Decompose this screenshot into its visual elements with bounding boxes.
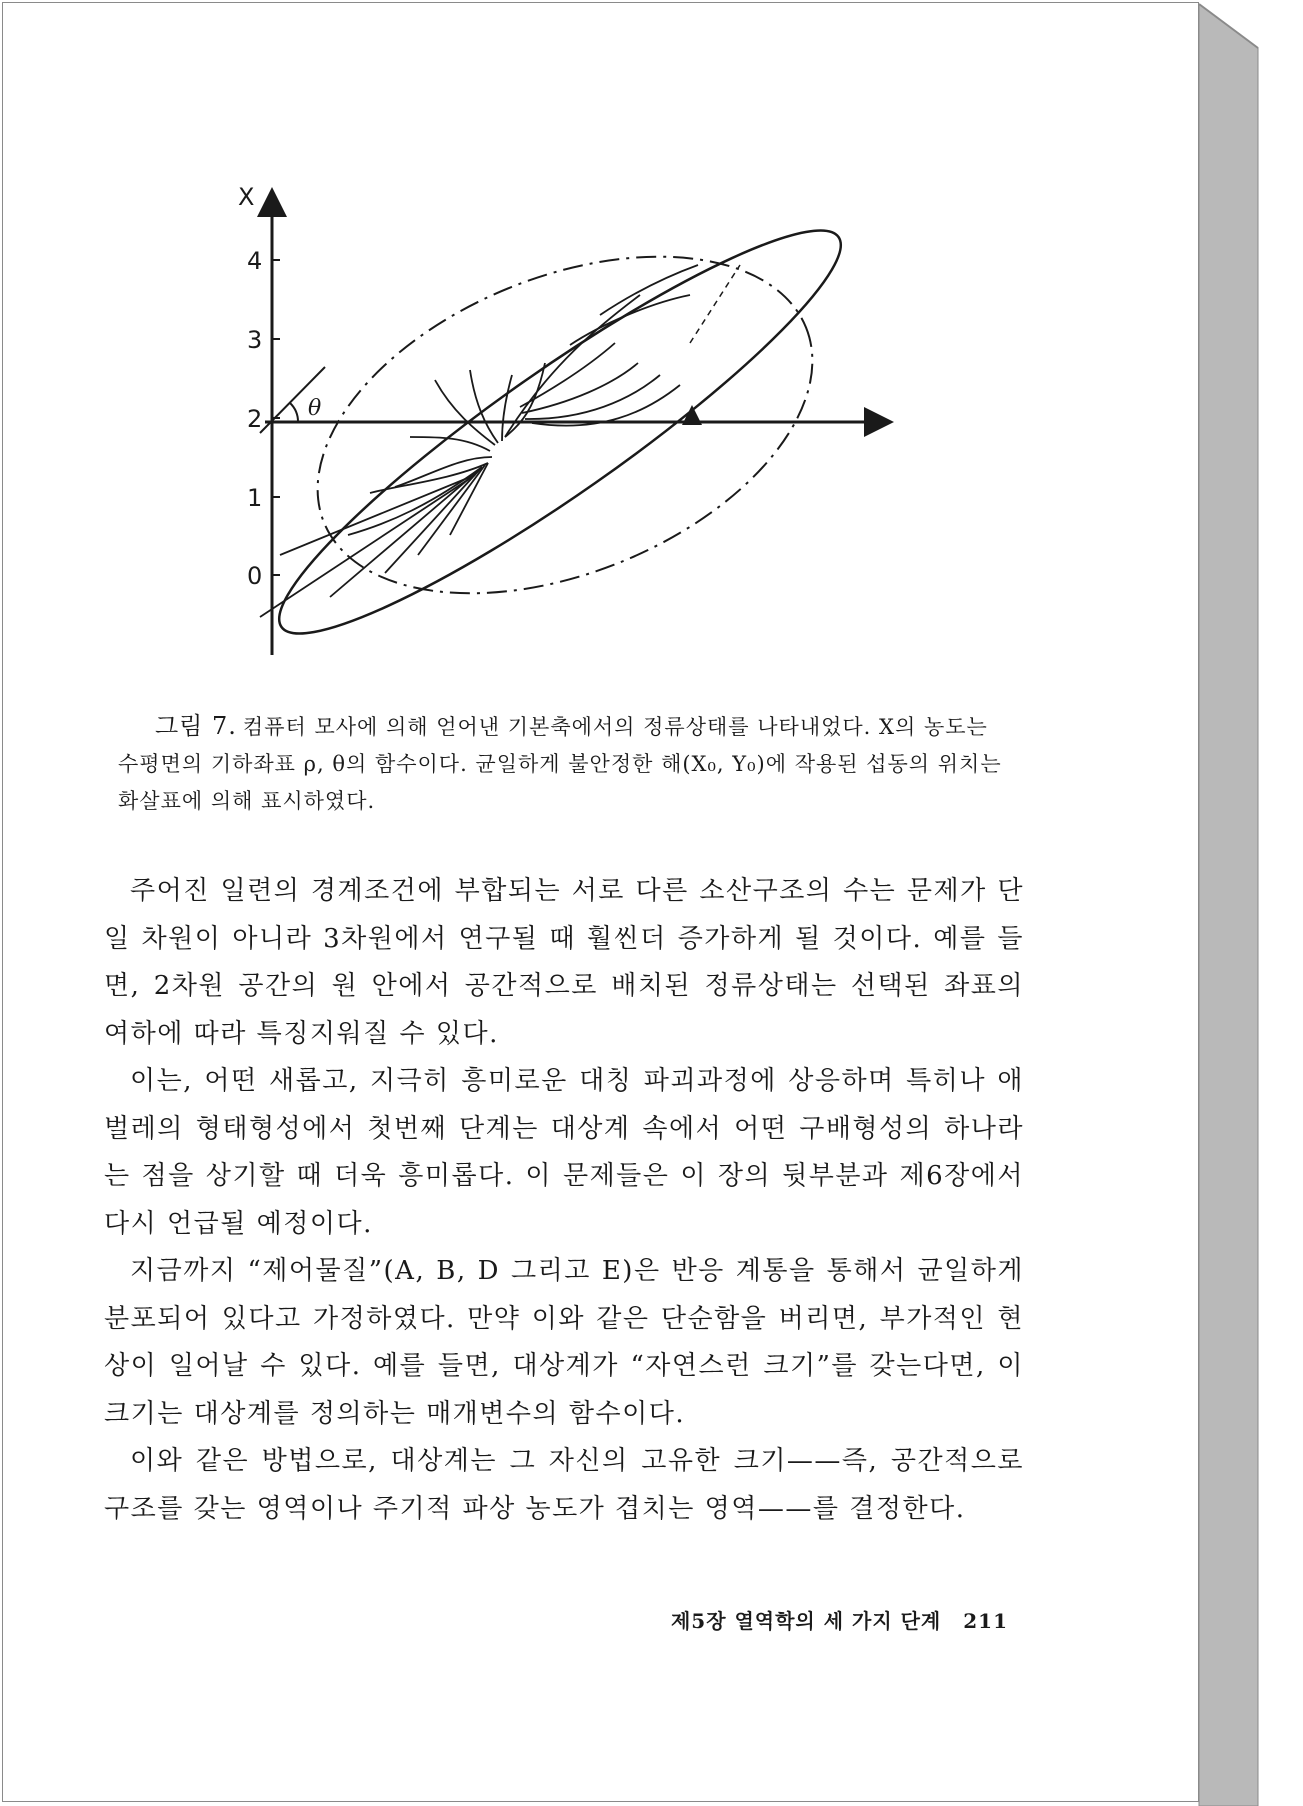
y-axis-label: X — [238, 183, 255, 211]
tick-label-0: 0 — [247, 562, 263, 590]
tick-label-2: 2 — [247, 405, 263, 433]
caption-lead: 그림 7. — [155, 712, 237, 740]
tick-label-4: 4 — [247, 247, 263, 275]
paragraph-4: 이와 같은 방법으로, 대상계는 그 자신의 고유한 크기——즉, 공간적으로 구조를 갖는 영역이나 주기적 파상 농도가 겹치는 영역——를 결정한다. — [104, 1446, 1024, 1524]
page-footer — [608, 1605, 1008, 1634]
chapter-title: 제5장 열역학의 세 가지 단계 — [670, 1609, 942, 1633]
tick-label-1: 1 — [247, 484, 263, 512]
body-text — [104, 868, 1024, 1533]
tick-label-3: 3 — [247, 326, 263, 354]
contour-lines — [260, 265, 698, 617]
paragraph-2: 이는, 어떤 새롭고, 지극히 흥미로운 대칭 파괴과정에 상응하며 특히나 애벌레의 형태형성에서 첫번째 단계는 대상계 속에서 어떤 구배형성의 하나라는 점을 상기할 때 더욱 흥미롭다. 이 문제들은 이 장의 뒷부분과 제6장에서 다시 언급될 예정이다. — [104, 1066, 1024, 1239]
upper-dashed-segment — [690, 265, 740, 343]
caption-text: 컴퓨터 모사에 의해 얻어낸 기본축에서의 정류상태를 나타내었다. X의 농도는 수평면의 기하좌표 ρ, θ의 함수이다. 균일하게 불안정한 해(X₀, Y₀)에 작용된 섭동의 위치는 화살표에 의해 표시하였다. — [118, 715, 1002, 813]
figure-caption — [118, 708, 1003, 820]
theta-arc — [290, 403, 298, 422]
theta-label: θ — [308, 396, 322, 421]
steady-state-figure — [220, 175, 920, 665]
paragraph-1: 주어진 일련의 경계조건에 부합되는 서로 다른 소산구조의 수는 문제가 단일 차원이 아니라 3차원에서 연구될 때 훨씬더 증가하게 될 것이다. 예를 들면, 2차원 공간의 원 안에서 공간적으로 배치된 정류상태는 선택된 좌표의 여하에 따라 특징지워질 수 있다. — [104, 876, 1024, 1049]
paragraph-3: 지금까지 “제어물질”(A, B, D 그리고 E)은 반응 계통을 통해서 균일하게 분포되어 있다고 가정하였다. 만약 이와 같은 단순함을 버리면, 부가적인 현상이 일어날 수 있다. 예를 들면, 대상계가 “자연스런 크기”를 갖는다면, 이 크기는 대상계를 정의하는 매개변수의 함수이다. — [104, 1256, 1024, 1429]
page-number: 211 — [963, 1609, 1008, 1633]
